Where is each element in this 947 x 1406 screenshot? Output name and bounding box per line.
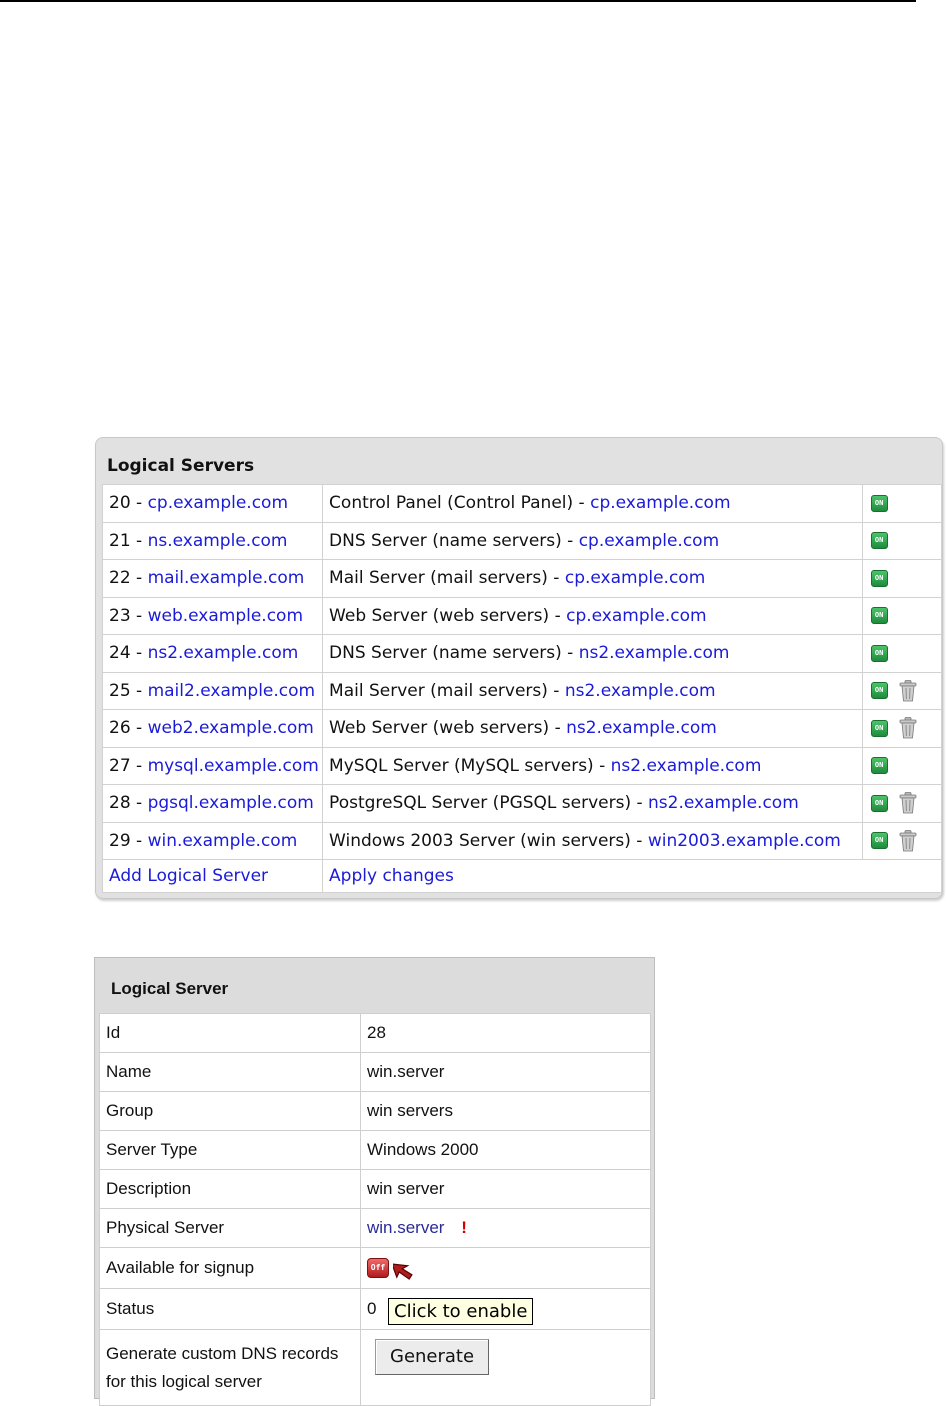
server-id: 27 - xyxy=(109,756,148,776)
trash-icon[interactable] xyxy=(898,830,918,852)
field-row-generate-dns xyxy=(100,1330,651,1406)
field-value xyxy=(361,1330,651,1406)
on-toggle-icon[interactable]: ON xyxy=(871,495,888,512)
field-row-status xyxy=(100,1289,651,1330)
server-description: Windows 2003 Server (win servers) - xyxy=(329,831,648,851)
table-row xyxy=(103,747,942,785)
physical-server-link[interactable]: ns2.example.com xyxy=(565,681,716,701)
server-description: Web Server (web servers) - xyxy=(329,606,566,626)
logical-server-details xyxy=(99,1013,651,1406)
actions-cell xyxy=(862,635,941,673)
server-cell xyxy=(103,635,323,673)
server-description: Control Panel (Control Panel) - xyxy=(329,493,590,513)
panel-title: Logical Servers xyxy=(107,456,254,476)
panel-title: Logical Server xyxy=(111,979,228,999)
table-row xyxy=(103,522,942,560)
server-host-link[interactable]: ns2.example.com xyxy=(148,643,299,663)
server-description-cell xyxy=(323,485,863,523)
tooltip: Click to enable xyxy=(388,1298,533,1325)
field-value: 28 xyxy=(361,1014,651,1053)
server-description-cell xyxy=(323,672,863,710)
field-row-description xyxy=(100,1170,651,1209)
table-row xyxy=(103,710,942,748)
signup-off-toggle[interactable]: Off xyxy=(367,1258,389,1278)
physical-server-link[interactable]: cp.example.com xyxy=(579,531,719,551)
trash-icon[interactable] xyxy=(898,792,918,814)
server-id: 22 - xyxy=(109,568,148,588)
physical-server-link[interactable]: cp.example.com xyxy=(565,568,705,588)
server-cell xyxy=(103,747,323,785)
server-id: 25 - xyxy=(109,681,148,701)
field-value: 0 xyxy=(361,1289,651,1330)
server-description-cell xyxy=(323,560,863,598)
physical-server-link[interactable]: ns2.example.com xyxy=(566,718,717,738)
server-id: 28 - xyxy=(109,793,148,813)
server-host-link[interactable]: cp.example.com xyxy=(148,493,288,513)
server-cell xyxy=(103,522,323,560)
apply-changes-link[interactable]: Apply changes xyxy=(329,866,454,886)
physical-server-link[interactable]: win2003.example.com xyxy=(648,831,841,851)
server-description: PostgreSQL Server (PGSQL servers) - xyxy=(329,793,648,813)
field-label: Name xyxy=(100,1053,361,1092)
server-host-link[interactable]: win.example.com xyxy=(148,831,298,851)
field-value: win.server xyxy=(361,1053,651,1092)
logical-server-panel xyxy=(94,957,655,1399)
server-description-cell xyxy=(323,822,863,860)
server-host-link[interactable]: mail.example.com xyxy=(148,568,305,588)
actions-cell xyxy=(862,672,941,710)
server-cell xyxy=(103,485,323,523)
server-description-cell xyxy=(323,710,863,748)
actions-cell xyxy=(862,522,941,560)
table-row xyxy=(103,785,942,823)
on-toggle-icon[interactable]: ON xyxy=(871,645,888,662)
field-label: Server Type xyxy=(100,1131,361,1170)
table-row xyxy=(103,597,942,635)
on-toggle-icon[interactable]: ON xyxy=(871,795,888,812)
server-cell xyxy=(103,672,323,710)
server-id: 23 - xyxy=(109,606,148,626)
logical-servers-panel xyxy=(95,437,943,899)
server-description-cell xyxy=(323,597,863,635)
logical-servers-table xyxy=(102,484,942,893)
trash-icon[interactable] xyxy=(898,717,918,739)
actions-cell xyxy=(862,747,941,785)
server-id: 29 - xyxy=(109,831,148,851)
add-logical-server-link[interactable]: Add Logical Server xyxy=(109,866,268,886)
field-label: Description xyxy=(100,1170,361,1209)
field-value: Windows 2000 xyxy=(361,1131,651,1170)
field-row-available-for-signup xyxy=(100,1248,651,1289)
server-host-link[interactable]: mysql.example.com xyxy=(148,756,319,776)
server-host-link[interactable]: mail2.example.com xyxy=(148,681,316,701)
on-toggle-icon[interactable]: ON xyxy=(871,720,888,737)
table-footer-row xyxy=(103,860,942,893)
field-row-group xyxy=(100,1092,651,1131)
server-cell xyxy=(103,710,323,748)
physical-server-link[interactable]: ns2.example.com xyxy=(648,793,799,813)
actions-cell xyxy=(862,822,941,860)
field-label: Status xyxy=(100,1289,361,1330)
physical-server-link[interactable]: ns2.example.com xyxy=(611,756,762,776)
physical-server-link[interactable]: cp.example.com xyxy=(590,493,730,513)
on-toggle-icon[interactable]: ON xyxy=(871,532,888,549)
server-id: 21 - xyxy=(109,531,148,551)
server-description-cell xyxy=(323,785,863,823)
generate-button[interactable]: Generate xyxy=(375,1339,489,1375)
server-cell xyxy=(103,597,323,635)
actions-cell xyxy=(862,485,941,523)
field-label: Id xyxy=(100,1014,361,1053)
top-rule xyxy=(0,0,916,2)
field-row-name xyxy=(100,1053,651,1092)
field-label: Group xyxy=(100,1092,361,1131)
field-value: win servers xyxy=(361,1092,651,1131)
trash-icon[interactable] xyxy=(898,680,918,702)
server-description: MySQL Server (MySQL servers) - xyxy=(329,756,611,776)
actions-cell xyxy=(862,785,941,823)
field-value: win server xyxy=(361,1170,651,1209)
server-description: DNS Server (name servers) - xyxy=(329,531,579,551)
server-description: DNS Server (name servers) - xyxy=(329,643,579,663)
warning-icon: ! xyxy=(461,1218,467,1237)
server-cell xyxy=(103,822,323,860)
on-toggle-icon[interactable]: ON xyxy=(871,757,888,774)
server-cell xyxy=(103,560,323,598)
field-row-server-type xyxy=(100,1131,651,1170)
table-row xyxy=(103,485,942,523)
table-row xyxy=(103,672,942,710)
server-id: 20 - xyxy=(109,493,148,513)
server-description: Web Server (web servers) - xyxy=(329,718,566,738)
server-description-cell xyxy=(323,635,863,673)
actions-cell xyxy=(862,597,941,635)
server-description: Mail Server (mail servers) - xyxy=(329,568,565,588)
server-id: 24 - xyxy=(109,643,148,663)
server-description-cell xyxy=(323,747,863,785)
mouse-cursor-icon xyxy=(393,1259,419,1285)
server-host-link[interactable]: ns.example.com xyxy=(148,531,288,551)
field-label: Physical Server xyxy=(100,1209,361,1248)
field-label: Available for signup xyxy=(100,1248,361,1289)
table-row xyxy=(103,635,942,673)
actions-cell xyxy=(862,560,941,598)
server-description: Mail Server (mail servers) - xyxy=(329,681,565,701)
server-host-link[interactable]: pgsql.example.com xyxy=(148,793,314,813)
field-label xyxy=(100,1330,361,1406)
table-row xyxy=(103,560,942,598)
field-row-id xyxy=(100,1014,651,1053)
dns-label-line-1: Generate custom DNS records xyxy=(106,1344,338,1363)
physical-server-link[interactable]: cp.example.com xyxy=(566,606,706,626)
actions-cell xyxy=(862,710,941,748)
on-toggle-icon[interactable]: ON xyxy=(871,832,888,849)
server-id: 26 - xyxy=(109,718,148,738)
server-description-cell xyxy=(323,522,863,560)
server-cell xyxy=(103,785,323,823)
physical-server-link[interactable]: win.server xyxy=(367,1218,444,1237)
field-value xyxy=(361,1209,651,1248)
on-toggle-icon[interactable]: ON xyxy=(871,570,888,587)
on-toggle-icon[interactable]: ON xyxy=(871,607,888,624)
on-toggle-icon[interactable]: ON xyxy=(871,682,888,699)
server-host-link[interactable]: web2.example.com xyxy=(148,718,314,738)
server-host-link[interactable]: web.example.com xyxy=(148,606,303,626)
physical-server-link[interactable]: ns2.example.com xyxy=(579,643,730,663)
field-row-physical-server xyxy=(100,1209,651,1248)
table-row xyxy=(103,822,942,860)
dns-label-line-2: for this logical server xyxy=(106,1372,262,1391)
